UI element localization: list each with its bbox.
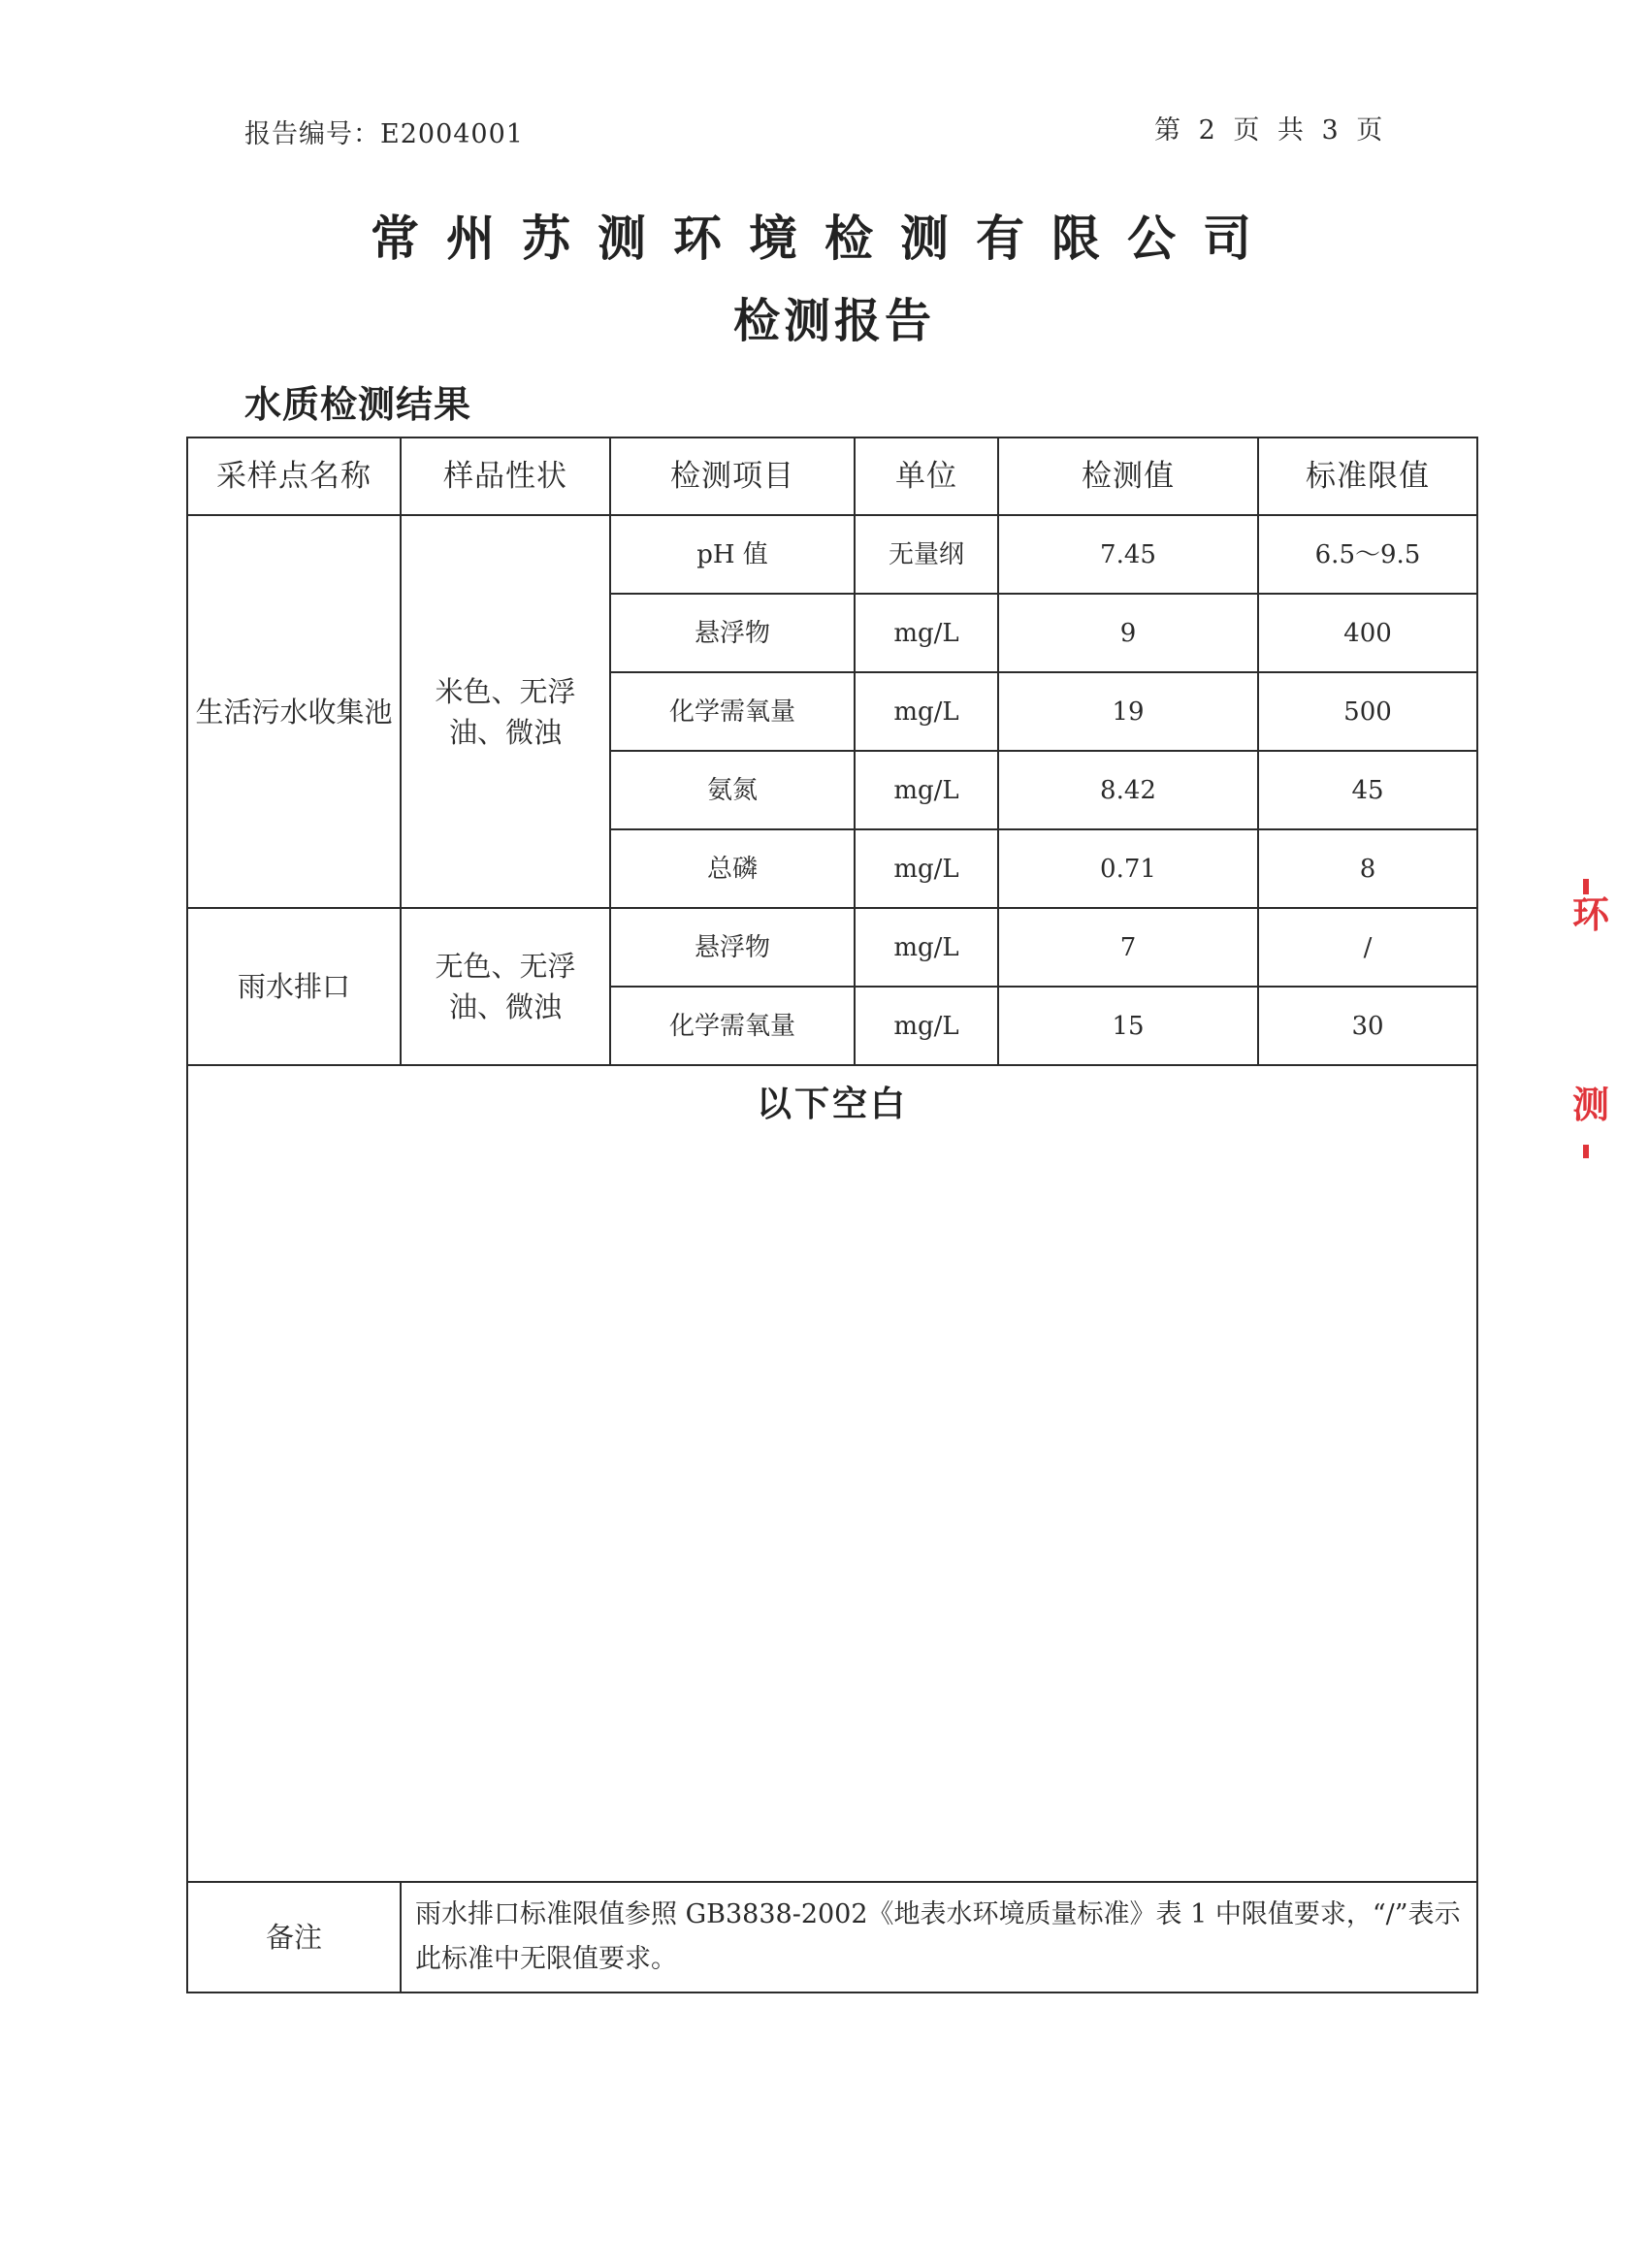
unit: 无量纲 — [855, 515, 998, 594]
unit: mg/L — [855, 594, 998, 672]
test-item: 化学需氧量 — [610, 672, 855, 751]
standard-limit: 6.5～9.5 — [1258, 515, 1477, 594]
page-info: 第 2 页 共 3 页 — [1154, 115, 1385, 146]
results-table-wrapper — [186, 437, 1476, 1993]
test-item: 总磷 — [610, 829, 855, 908]
standard-limit: 30 — [1258, 987, 1477, 1065]
test-value: 8.42 — [998, 751, 1258, 829]
test-value: 7 — [998, 908, 1258, 987]
unit: mg/L — [855, 829, 998, 908]
table-header-row — [187, 437, 1477, 515]
blank-row — [187, 1065, 1477, 1882]
unit: mg/L — [855, 751, 998, 829]
unit: mg/L — [855, 908, 998, 987]
seal-fragment-top: 环 — [1571, 892, 1609, 936]
test-item: 悬浮物 — [610, 908, 855, 987]
test-value: 15 — [998, 987, 1258, 1065]
column-header: 单位 — [855, 437, 998, 515]
standard-limit: 45 — [1258, 751, 1477, 829]
seal-fragment-bottom: 测 — [1571, 1083, 1609, 1126]
report-number: 报告编号：E2004001 — [244, 119, 524, 149]
column-header: 样品性状 — [401, 437, 610, 515]
seal-fragment-mark — [1583, 1145, 1589, 1158]
unit: mg/L — [855, 672, 998, 751]
table-row — [187, 515, 1477, 594]
test-item: pH 值 — [610, 515, 855, 594]
results-table — [186, 437, 1478, 1993]
standard-limit: / — [1258, 908, 1477, 987]
column-header: 检测项目 — [610, 437, 855, 515]
blank-label: 以下空白 — [756, 1084, 908, 1124]
remark-label: 备注 — [187, 1882, 401, 1993]
company-name: 常州苏测环境检测有限公司 — [371, 210, 1278, 267]
test-item: 化学需氧量 — [610, 987, 855, 1065]
unit: mg/L — [855, 987, 998, 1065]
standard-limit: 500 — [1258, 672, 1477, 751]
report-title: 检测报告 — [732, 294, 935, 348]
column-header: 检测值 — [998, 437, 1258, 515]
standard-limit: 8 — [1258, 829, 1477, 908]
sample-appearance: 无色、无浮油、微浊 — [401, 908, 610, 1065]
test-item: 氨氮 — [610, 751, 855, 829]
column-header: 采样点名称 — [187, 437, 401, 515]
standard-limit: 400 — [1258, 594, 1477, 672]
sampling-site: 雨水排口 — [187, 908, 401, 1065]
sample-appearance: 米色、无浮油、微浊 — [401, 515, 610, 908]
test-value: 9 — [998, 594, 1258, 672]
table-row — [187, 908, 1477, 987]
section-title: 水质检测结果 — [244, 382, 472, 426]
remark-text: 雨水排口标准限值参照 GB3838-2002《地表水环境质量标准》表 1 中限值要求，“/”表示此标准中无限值要求。 — [401, 1882, 1477, 1993]
test-value: 19 — [998, 672, 1258, 751]
sampling-site: 生活污水收集池 — [187, 515, 401, 908]
test-value: 0.71 — [998, 829, 1258, 908]
test-value: 7.45 — [998, 515, 1258, 594]
test-item: 悬浮物 — [610, 594, 855, 672]
column-header: 标准限值 — [1258, 437, 1477, 515]
remark-row — [187, 1882, 1477, 1993]
blank-area — [187, 1065, 1477, 1882]
